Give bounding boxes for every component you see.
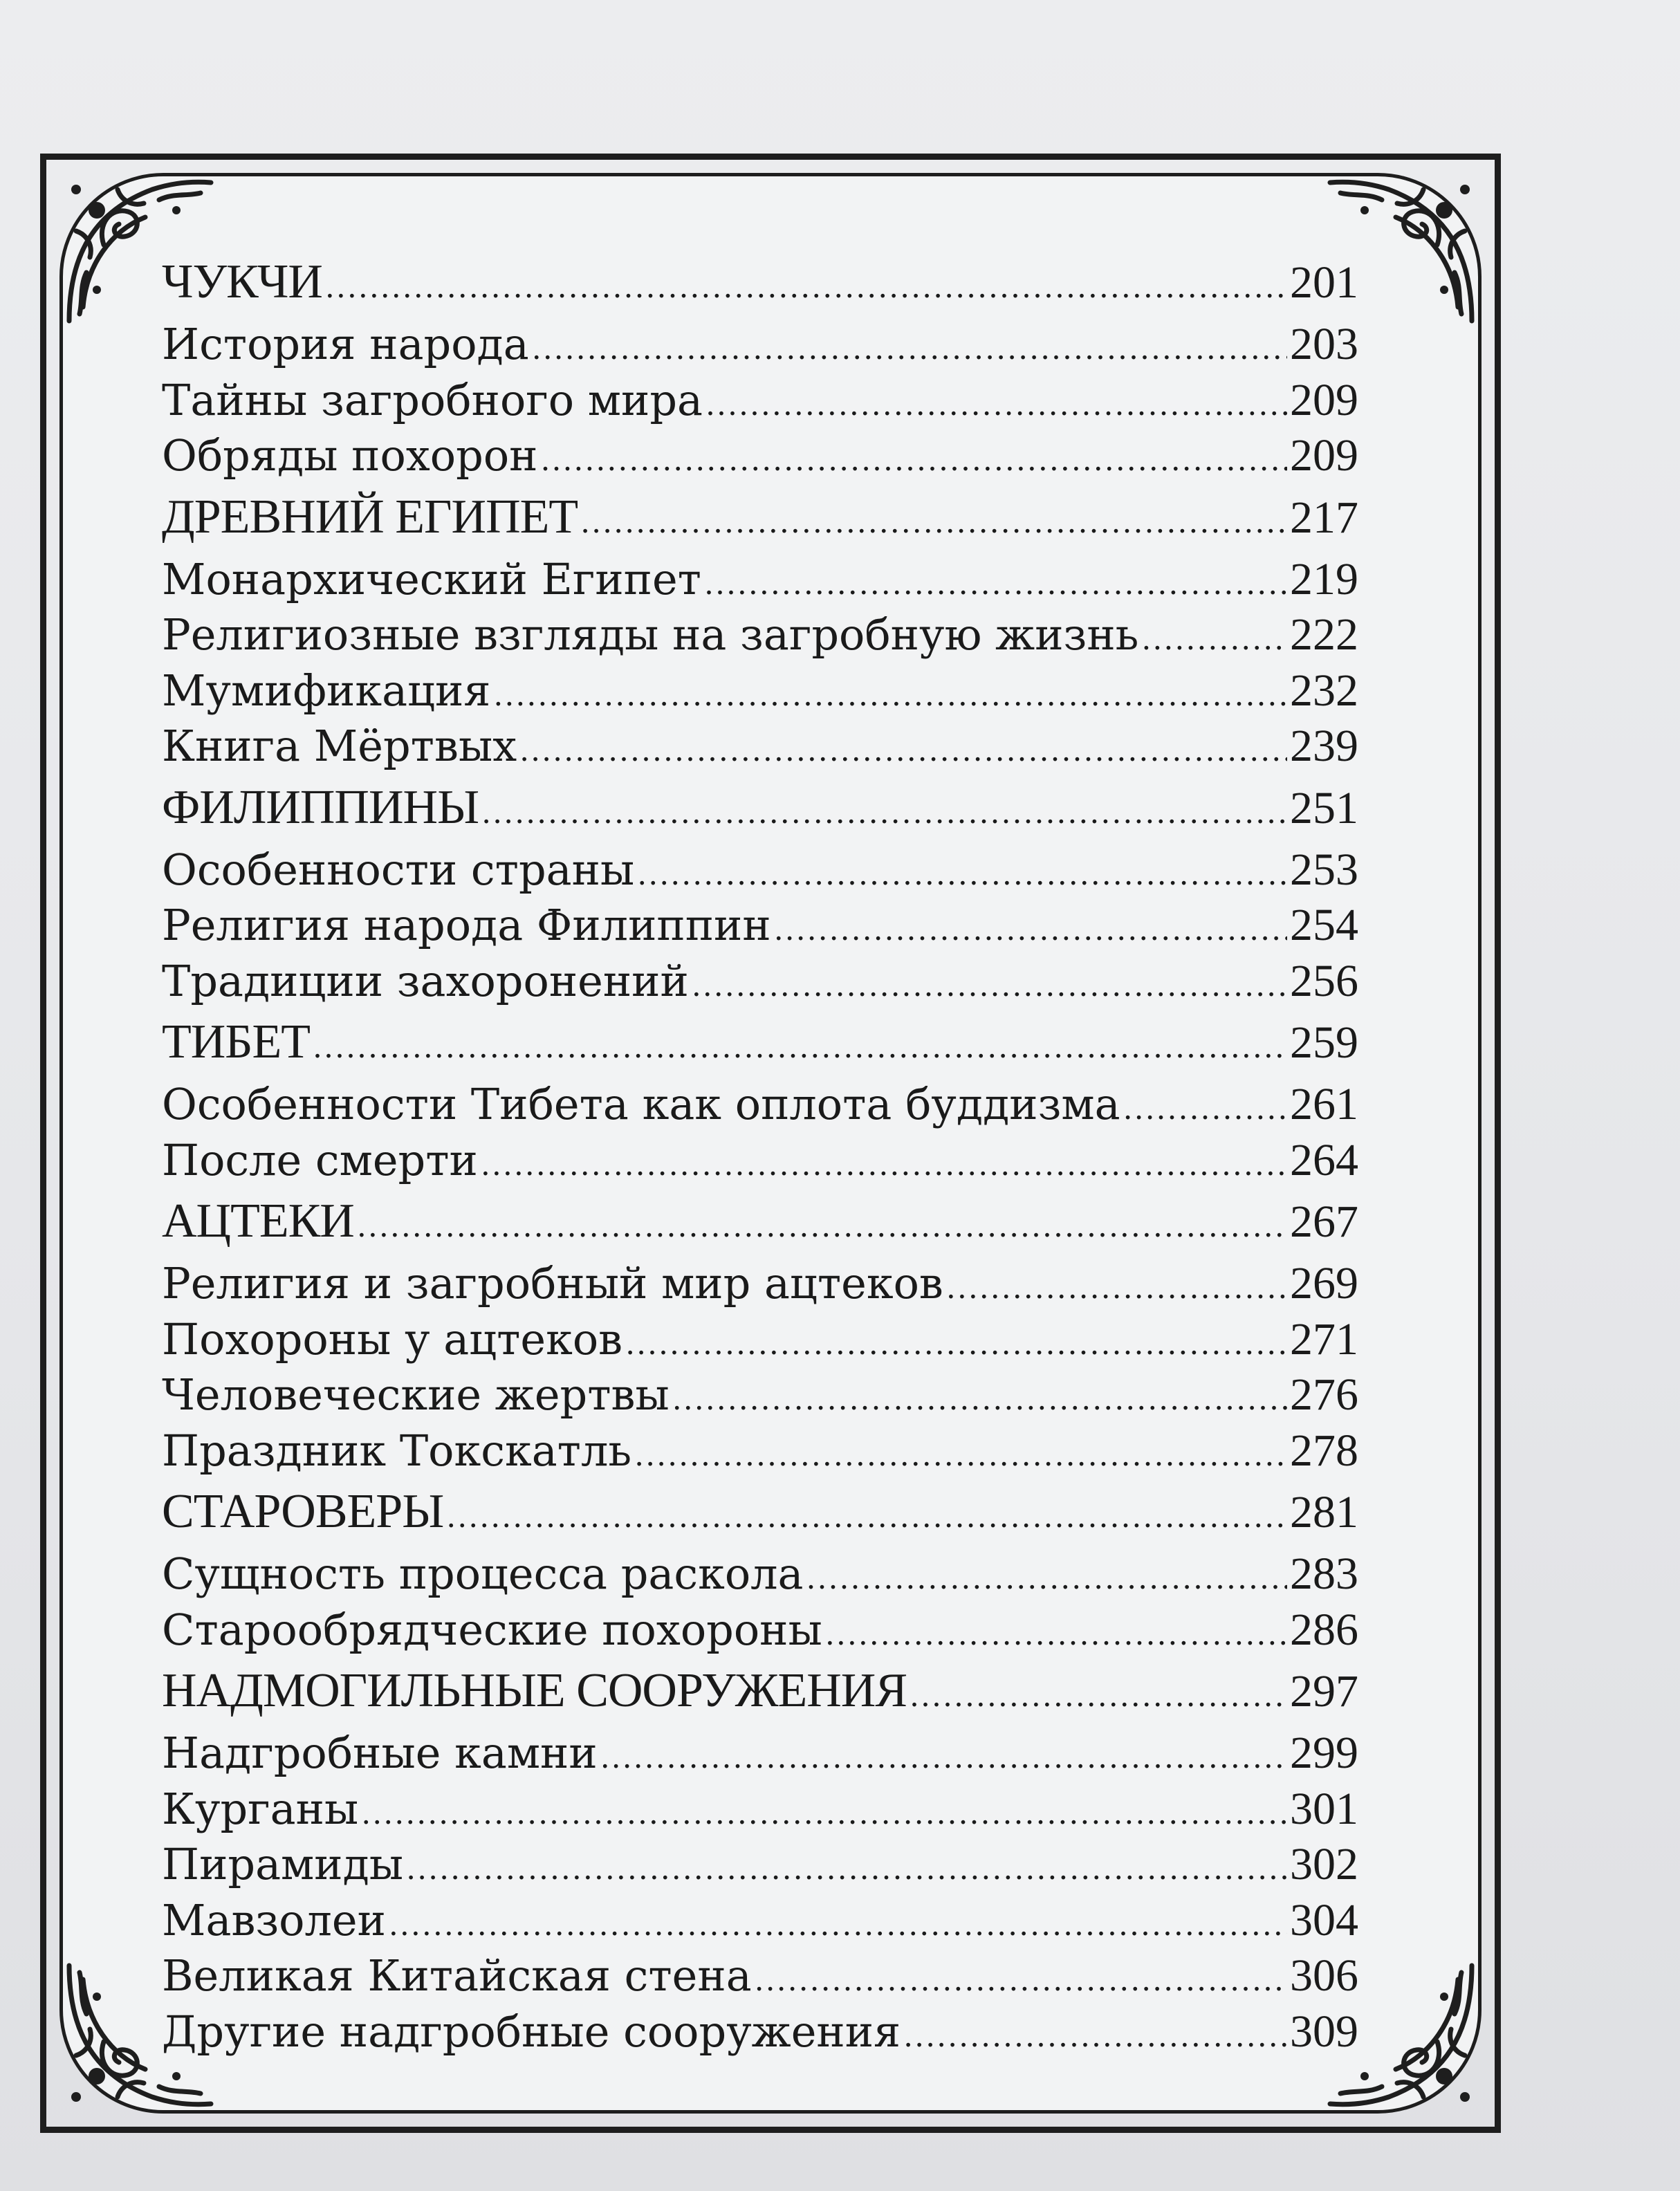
toc-entry (162, 844, 1358, 900)
toc-leader-dots (1141, 625, 1287, 655)
toc-entry-title: Пирамиды (162, 1839, 404, 1889)
toc-page-number: 217 (1290, 492, 1358, 543)
toc-page-number: 251 (1290, 782, 1358, 833)
toc-page-number: 306 (1290, 1950, 1358, 2001)
toc-leader-dots (532, 334, 1287, 364)
toc-leader-dots (389, 1910, 1287, 1941)
toc-entry-title: Особенности страны (162, 844, 635, 895)
toc-entry (162, 1425, 1358, 1481)
toc-leader-dots (946, 1273, 1287, 1304)
toc-page-number: 253 (1290, 844, 1358, 895)
toc-leader-dots (325, 272, 1287, 303)
toc-entry (162, 1548, 1358, 1604)
toc-entry (162, 553, 1358, 609)
toc-leader-dots (361, 1799, 1287, 1829)
toc-leader-dots (1123, 1094, 1287, 1125)
toc-section-entry (162, 1659, 1358, 1727)
toc-entry-title: ФИЛИППИНЫ (162, 780, 479, 834)
toc-page-number: 209 (1290, 374, 1358, 425)
toc-entry-title: Курганы (162, 1783, 359, 1834)
toc-entry-title: Человеческие жертвы (162, 1369, 670, 1420)
toc-page-number: 299 (1290, 1728, 1358, 1778)
toc-leader-dots (692, 971, 1287, 1001)
toc-entry (162, 429, 1358, 486)
table-of-contents (162, 250, 1358, 2061)
toc-entry (162, 609, 1358, 665)
toc-leader-dots (580, 508, 1287, 538)
toc-page-number: 232 (1290, 665, 1358, 716)
toc-page-number: 309 (1290, 2006, 1358, 2057)
toc-leader-dots (625, 1329, 1287, 1360)
toc-leader-dots (481, 1150, 1287, 1181)
toc-leader-dots (672, 1385, 1287, 1415)
toc-entry-title: Тайны загробного мира (162, 374, 703, 425)
toc-page-number: 286 (1290, 1604, 1358, 1655)
toc-page-number: 304 (1290, 1894, 1358, 1945)
toc-page-number: 256 (1290, 955, 1358, 1006)
toc-leader-dots (313, 1033, 1287, 1063)
toc-entry (162, 1783, 1358, 1839)
toc-section-entry (162, 486, 1358, 553)
toc-entry-title: Мумификация (162, 665, 491, 716)
toc-page-number: 201 (1290, 257, 1358, 308)
toc-page-number: 261 (1290, 1079, 1358, 1129)
toc-leader-dots (406, 1854, 1287, 1885)
toc-page-number: 302 (1290, 1839, 1358, 1889)
toc-entry (162, 318, 1358, 374)
toc-entry-title: Мавзолеи (162, 1894, 386, 1945)
toc-entry-title: Монархический Египет (162, 553, 701, 604)
toc-entry-title: Надгробные камни (162, 1728, 598, 1778)
toc-leader-dots (903, 2022, 1287, 2052)
toc-leader-dots (540, 445, 1287, 476)
toc-entry-title: Религия и загробный мир ацтеков (162, 1258, 943, 1309)
toc-leader-dots (493, 681, 1287, 711)
toc-section-entry (162, 250, 1358, 318)
toc-section-entry (162, 1190, 1358, 1257)
toc-leader-dots (774, 915, 1287, 945)
toc-section-entry (162, 776, 1358, 844)
toc-entry-title: Традиции захоронений (162, 955, 689, 1006)
toc-entry (162, 1078, 1358, 1134)
toc-entry (162, 1727, 1358, 1783)
toc-entry-title: АЦТЕКИ (162, 1194, 354, 1248)
toc-entry-title: Великая Китайская стена (162, 1950, 752, 2001)
toc-entry-title: После смерти (162, 1134, 478, 1185)
toc-section-entry (162, 1480, 1358, 1548)
toc-entry-title: Сущность процесса раскола (162, 1549, 804, 1599)
toc-section-entry (162, 1010, 1358, 1078)
toc-entry (162, 720, 1358, 776)
toc-entry (162, 1838, 1358, 1894)
toc-page-number: 276 (1290, 1369, 1358, 1420)
toc-page-number: 259 (1290, 1017, 1358, 1068)
toc-entry (162, 1950, 1358, 2006)
toc-entry-title: Религиозные взгляды на загробную жизнь (162, 609, 1139, 660)
toc-entry-title: Похороны у ацтеков (162, 1313, 623, 1365)
toc-entry-title: НАДМОГИЛЬНЫЕ СООРУЖЕНИЯ (162, 1664, 907, 1717)
toc-entry-title: ЧУКЧИ (162, 255, 322, 308)
toc-page-number: 254 (1290, 900, 1358, 950)
toc-entry (162, 1604, 1358, 1660)
toc-page-number: 269 (1290, 1258, 1358, 1309)
toc-entry (162, 374, 1358, 430)
toc-entry (162, 955, 1358, 1011)
toc-leader-dots (806, 1564, 1287, 1594)
toc-leader-dots (634, 1441, 1287, 1471)
toc-entry (162, 899, 1358, 955)
toc-entry-title: Особенности Тибета как оплота буддизма (162, 1079, 1120, 1129)
toc-entry-title: ТИБЕТ (162, 1015, 311, 1069)
toc-entry (162, 1369, 1358, 1425)
toc-leader-dots (825, 1620, 1287, 1650)
toc-entry-title: Другие надгробные сооружения (162, 2006, 901, 2057)
toc-entry (162, 1257, 1358, 1313)
toc-leader-dots (637, 860, 1287, 890)
toc-page-number: 297 (1290, 1666, 1358, 1717)
toc-page-number: 264 (1290, 1134, 1358, 1185)
toc-entry-title: ДРЕВНИЙ ЕГИПЕТ (162, 490, 578, 544)
toc-leader-dots (704, 569, 1287, 600)
toc-leader-dots (481, 798, 1287, 829)
toc-page-number: 222 (1290, 609, 1358, 660)
toc-page-number: 271 (1290, 1313, 1358, 1365)
toc-page-number: 203 (1290, 319, 1358, 369)
toc-page-number: 283 (1290, 1549, 1358, 1599)
toc-page-number: 301 (1290, 1783, 1358, 1834)
toc-page-number: 209 (1290, 430, 1358, 481)
toc-page-number: 239 (1290, 721, 1358, 771)
toc-leader-dots (705, 390, 1287, 420)
toc-leader-dots (755, 1966, 1287, 1996)
toc-leader-dots (519, 736, 1287, 766)
toc-entry-title: Старообрядческие похороны (162, 1604, 822, 1655)
toc-entry-title: Религия народа Филиппин (162, 900, 771, 950)
toc-page-number: 281 (1290, 1487, 1358, 1537)
toc-leader-dots (600, 1743, 1287, 1773)
toc-entry-title: СТАРОВЕРЫ (162, 1485, 444, 1538)
toc-leader-dots (446, 1502, 1287, 1533)
toc-entry (162, 1134, 1358, 1190)
toc-page-number: 278 (1290, 1425, 1358, 1476)
toc-entry (162, 665, 1358, 721)
toc-entry (162, 1313, 1358, 1369)
toc-entry-title: Праздник Токскатль (162, 1425, 632, 1476)
toc-entry-title: История народа (162, 319, 529, 369)
toc-entry (162, 1894, 1358, 1950)
toc-leader-dots (357, 1212, 1287, 1242)
toc-entry (162, 2006, 1358, 2062)
toc-entry-title: Обряды похорон (162, 430, 538, 481)
toc-page-number: 267 (1290, 1196, 1358, 1247)
toc-entry-title: Книга Мёртвых (162, 721, 517, 771)
toc-leader-dots (910, 1681, 1287, 1712)
toc-page-number: 219 (1290, 553, 1358, 604)
